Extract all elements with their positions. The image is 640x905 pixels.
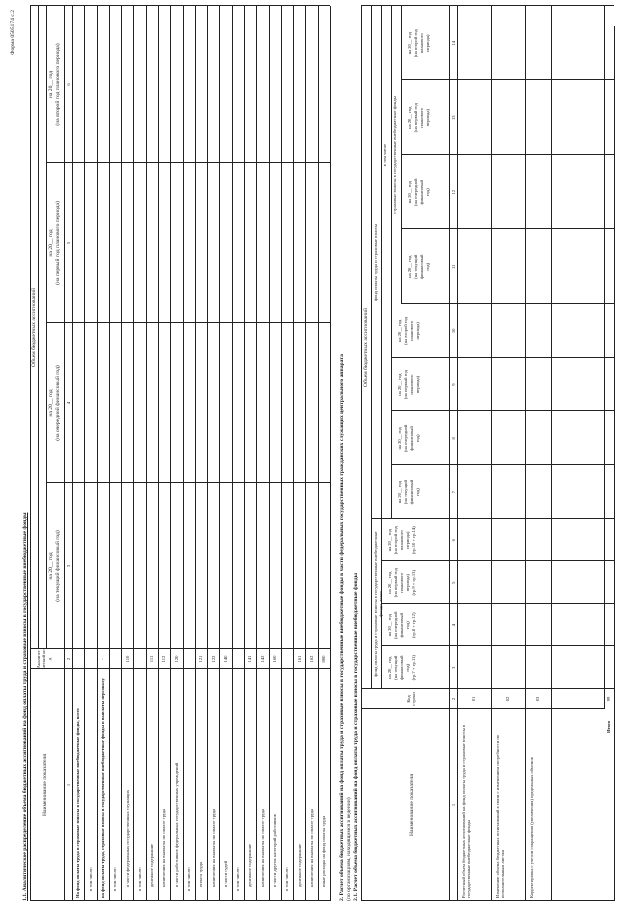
t21-year-header-8-l4: год) xyxy=(415,434,420,443)
t11-row-divider xyxy=(133,6,134,901)
t21-colnum-9: 9 xyxy=(450,383,456,386)
t11-row-label: в том числе: xyxy=(87,867,93,891)
t11-year-2-line1: на 20__ год xyxy=(48,389,54,417)
t11-row-divider xyxy=(244,6,245,901)
t21-colnum-13: 13 xyxy=(450,115,456,121)
t21-year-header-4-l3: финансовый xyxy=(399,613,404,638)
t11-row-label: денежное содержание xyxy=(247,843,253,887)
t21-year-header-11-l1: на 20__ год xyxy=(407,255,412,278)
t11-col-code: Аналити-ческий код xyxy=(36,649,52,669)
section2-title: 2. Расчет объема бюджетных ассигнований на фонд оплаты труда и страховые взносы в государственные внебюджетные фонды в части федеральных государственных гражданских служащих центрального аппарата xyxy=(339,354,345,901)
t21-year-header-9-l4: периода) xyxy=(415,375,420,394)
t11-row-code: 162 xyxy=(308,655,314,663)
t21-colnum-2: 2 xyxy=(450,697,456,701)
t21-year-header-8-l2: (на очередной xyxy=(403,424,408,453)
t21-sub-left: фонд оплаты труда и страховые взносы в государственные внебюджетные фонды, всего xyxy=(373,531,384,677)
t11-row-code: 111 xyxy=(149,655,155,663)
t11-row-divider xyxy=(207,6,208,901)
t11-row-code: 122 xyxy=(210,655,216,663)
t21-year-header-6-l2: (на второй год xyxy=(393,526,398,555)
t11-row-divider xyxy=(219,6,220,901)
t21-year-header-10-l1: на 20__ год xyxy=(397,319,402,343)
t21-year-header-3-l3: финансовый xyxy=(399,655,404,680)
t21-sub-divider xyxy=(401,6,402,304)
t11-colnum-2: 2 xyxy=(65,657,71,661)
t21-row-code: 01 xyxy=(471,696,476,702)
t21-year-header-3-l4: год) xyxy=(405,663,410,672)
t21-year-header-3-l1: на 20__ год xyxy=(387,656,392,679)
t21-year-header-6-l3: планового xyxy=(399,530,404,551)
t21-col-name: Наименование показателя xyxy=(409,774,415,836)
t11-row-label: в том числе: xyxy=(186,867,191,891)
t21-year-header-7-l2: (на текущий xyxy=(403,480,408,505)
t21-col-divider xyxy=(391,357,614,358)
section2-subtitle: (по организациям, находящимся в ведении) xyxy=(346,797,352,901)
t21-year-header-11-l2: (на текущий xyxy=(413,254,418,279)
t21-year-header-5-l2: (на первый год xyxy=(393,568,398,598)
t21-year-header-6-l1: на 20__ год xyxy=(387,529,392,552)
t21-year-header-13-l1: на 20__ год xyxy=(407,106,412,129)
t21-year-header-9-l3: планового xyxy=(409,374,414,395)
t11-colnum-5: 5 xyxy=(65,241,71,245)
t21-row-code: 03 xyxy=(535,696,540,702)
t21-year-header-6-l4: периода) xyxy=(405,531,410,549)
t21-colnum-8: 8 xyxy=(450,437,456,440)
t11-row-label: в том числе: xyxy=(284,867,290,891)
t11-row-code: 142 xyxy=(259,655,265,663)
t21-year-header-5-l4: периода) xyxy=(405,574,410,592)
section21-title: 2.1. Расчет объема бюджетных ассигнований на фонд оплаты труда и страховые взносы в государственные внебюджетные фонды xyxy=(353,573,359,901)
t21-year-header-9-l2: (на первый год xyxy=(403,370,408,400)
t11-year-2-line2: (на очередной финансовый год) xyxy=(55,365,61,441)
t11-row-code: 161 xyxy=(296,655,302,663)
t11-row-divider xyxy=(170,6,171,901)
t11-row-divider xyxy=(318,6,319,901)
t21-year-header-5-l1: на 20__ год xyxy=(387,571,392,594)
t21-row-divider xyxy=(551,6,552,901)
t21-colnum-3: 3 xyxy=(450,666,456,669)
t11-row-label: иные расходы на фонд оплаты труда xyxy=(321,815,327,887)
t11-year-3-line1: на 20__ год xyxy=(48,229,54,257)
t21-row-code: 02 xyxy=(505,696,510,702)
t21-row-divider xyxy=(491,6,492,901)
t11-row-code: - xyxy=(100,658,105,660)
t11-row-code: 141 xyxy=(247,655,253,663)
t21-sub-right-incl: в том числе xyxy=(382,143,387,167)
t21-colnum-5: 5 xyxy=(450,581,456,584)
t21-year-header-10-l2: (на второй год xyxy=(403,316,408,345)
t21-year-header-11-l4: год) xyxy=(425,262,430,271)
t11-row-divider xyxy=(281,6,282,901)
t11-colnum-3: 3 xyxy=(65,564,71,568)
t21-col-divider xyxy=(391,411,614,412)
t21-year-header-8-l3: финансовый xyxy=(409,426,414,451)
t11-row-divider xyxy=(293,6,294,901)
t21-colnum-6: 6 xyxy=(450,539,456,542)
t21-row-divider xyxy=(604,6,605,709)
t11-row-label: денежное содержание xyxy=(149,843,155,887)
t11-row-divider xyxy=(232,6,233,901)
t11-year-3-line2: (на первый год планового периода) xyxy=(55,201,61,285)
t11-row-label: в том числе: xyxy=(136,867,142,891)
t11-row-divider xyxy=(305,6,306,901)
form-code: Форма 0505174 с.2 xyxy=(10,10,16,55)
t21-sub-right: фонд оплаты труда и страховые взносы xyxy=(373,223,378,302)
t21-sub-divider xyxy=(391,304,392,519)
t11-row-divider xyxy=(195,6,196,901)
t21-year-header-5-l3: планового xyxy=(399,572,404,593)
t11-row-divider xyxy=(84,6,85,901)
table-1-1 xyxy=(30,6,330,901)
t21-col-divider xyxy=(401,229,614,230)
section11-title: 1.1. Аналитическое распределение объема бюджетных ассигнований на фонд оплаты труда и страховые взносы в государственные внебюджетные фонды xyxy=(22,512,28,901)
t11-year-4-line2: (на второй год планового периода) xyxy=(55,43,61,126)
t21-colnum-10: 10 xyxy=(450,328,456,334)
t21-col-divider xyxy=(391,464,614,465)
t11-colnum-4: 4 xyxy=(65,401,71,405)
t21-colnum-1: 1 xyxy=(450,803,456,807)
t21-row-divider xyxy=(525,6,526,901)
t11-row-label: в части судей xyxy=(222,860,228,887)
t11-row-divider xyxy=(121,6,122,901)
t11-row-divider xyxy=(146,6,147,901)
t11-row-label: начисления на выплаты по оплате труда xyxy=(210,808,216,887)
t21-year-header-12-l1: на 20__ год xyxy=(407,181,412,204)
t11-row-label: в части других категорий работников xyxy=(272,814,277,887)
t21-colnum-12: 12 xyxy=(450,189,456,195)
t11-year-4-line1: на 20__ год xyxy=(48,70,54,99)
t21-colnum-11: 11 xyxy=(450,264,456,269)
t11-row-label: На фонд оплаты труда и страховые взносы в государственные внебюджетные фонды, всего xyxy=(75,708,81,898)
t21-year-header-6-l5: (гр.10 + гр.14) xyxy=(411,526,416,555)
t21-total-code: 99 xyxy=(606,696,611,702)
t21-year-header-12-l2: (на очередной xyxy=(413,178,418,207)
t11-row-label: в том числе: xyxy=(112,867,118,891)
t11-group-header: Объем бюджетных ассигнований xyxy=(31,288,37,367)
t21-colnum-7: 7 xyxy=(450,490,456,494)
table-2-1 xyxy=(361,6,614,901)
t21-year-header-4-l5: (гр.8 + гр.12) xyxy=(411,612,416,638)
t11-row-label: оплата труда xyxy=(198,862,204,887)
t21-year-header-13-l3: планового xyxy=(419,107,424,128)
t11-row-label: начисления на выплаты по оплате труда xyxy=(259,808,265,887)
t11-row-code: 800 xyxy=(321,655,327,663)
t21-row-label: Расчетный объем бюджетных ассигнований на фонд оплаты труда и страховые взносы в государственные внебюджетные фонды xyxy=(461,724,472,898)
t11-row-divider xyxy=(109,6,110,901)
t21-year-header-4-l2: (на очередной xyxy=(393,611,398,640)
t11-row-label: на фонд оплаты труда, страховые взносы в государственные внебюджетные фонды и выплаты персоналу xyxy=(100,678,105,898)
t21-year-header-11-l3: финансовый xyxy=(419,254,424,279)
t21-year-header-9-l1: на 20__ год xyxy=(397,373,402,396)
t11-row-label: в части работников федеральных государственных учреждений xyxy=(173,762,179,887)
t21-year-header-14-l2: (на второй год xyxy=(413,29,418,58)
t21-colnum-4: 4 xyxy=(450,624,456,627)
t21-year-header-7-l4: год) xyxy=(415,488,420,497)
t21-sub-right-inner: страховые взносы в государственные внебюджетные фонды xyxy=(392,96,397,214)
t11-row-divider xyxy=(269,6,270,901)
t21-year-header-10-l3: планового xyxy=(409,320,414,341)
t21-year-header-14-l3: планового xyxy=(419,33,424,54)
t11-row-label: в том числе: xyxy=(235,867,241,891)
t21-year-header-4-l1: на 20__ год xyxy=(387,614,392,637)
t21-total-label: Итого xyxy=(606,720,611,733)
t11-row-code: 140 xyxy=(222,655,228,663)
t21-col-code: Код строки xyxy=(406,692,417,706)
t11-row-label: денежное содержание xyxy=(296,843,302,887)
t11-row-code: 112 xyxy=(161,655,167,663)
t11-row-code: 120 xyxy=(173,655,179,663)
t21-year-header-14-l4: периода) xyxy=(425,34,430,52)
t11-row-divider xyxy=(183,6,184,901)
t11-row-label: начисления на выплаты по оплате труда xyxy=(161,808,167,887)
t11-colnum-1: 1 xyxy=(65,783,71,787)
t21-year-header-3-l2: (на текущий xyxy=(393,655,398,680)
t21-colnum-14: 14 xyxy=(450,40,456,46)
t11-col-name: Наименование показателя xyxy=(42,754,48,816)
t21-year-header-14-l1: на 20__ год xyxy=(407,32,412,55)
t21-year-header-3-l5: (гр.7 + гр.11) xyxy=(411,655,416,681)
t21-group-header: Объем бюджетных ассигнований xyxy=(363,308,369,387)
t21-year-header-12-l4: год) xyxy=(425,188,430,197)
t11-row-label: в части федеральных государственных служащих xyxy=(124,790,130,887)
t21-year-header-5-l5: (гр.9 + гр.13) xyxy=(411,570,416,596)
t11-year-1-line1: на 20__ год xyxy=(48,552,54,580)
t21-year-header-7-l3: финансовый xyxy=(409,479,414,505)
t21-year-header-4-l4: год) xyxy=(405,621,410,630)
t11-row-label: начисления на выплаты по оплате труда xyxy=(308,808,314,887)
t21-row-label: Корректировка с учетом сокращения (увеличения) предельных объемов xyxy=(529,757,534,898)
t21-year-header-8-l1: на 20__ год xyxy=(397,427,402,450)
t21-year-header-12-l3: финансовый xyxy=(419,180,424,205)
t21-col-divider xyxy=(401,80,614,81)
t11-row-divider xyxy=(158,6,159,901)
t11-row-code: 160 xyxy=(272,655,277,663)
t11-row-code: 110 xyxy=(124,655,130,663)
t21-row-label: Изменение объема бюджетных ассигнований в связи с изменением потребности по исполнительным листам xyxy=(495,734,506,898)
t11-row-divider xyxy=(97,6,98,901)
t11-colnum-6: 6 xyxy=(65,83,71,86)
t11-row-divider xyxy=(256,6,257,901)
t21-year-header-7-l1: на 20__ год xyxy=(397,481,402,504)
t21-year-header-13-l4: периода) xyxy=(425,109,430,127)
t21-year-header-13-l2: (на первый год xyxy=(413,103,418,133)
t11-year-1-line2: (на текущий финансовый год) xyxy=(55,530,61,602)
t21-col-divider xyxy=(401,154,614,155)
t21-year-header-10-l4: периода) xyxy=(415,322,420,340)
t21-col-divider xyxy=(401,303,614,304)
t11-row-code: 121 xyxy=(198,655,204,663)
